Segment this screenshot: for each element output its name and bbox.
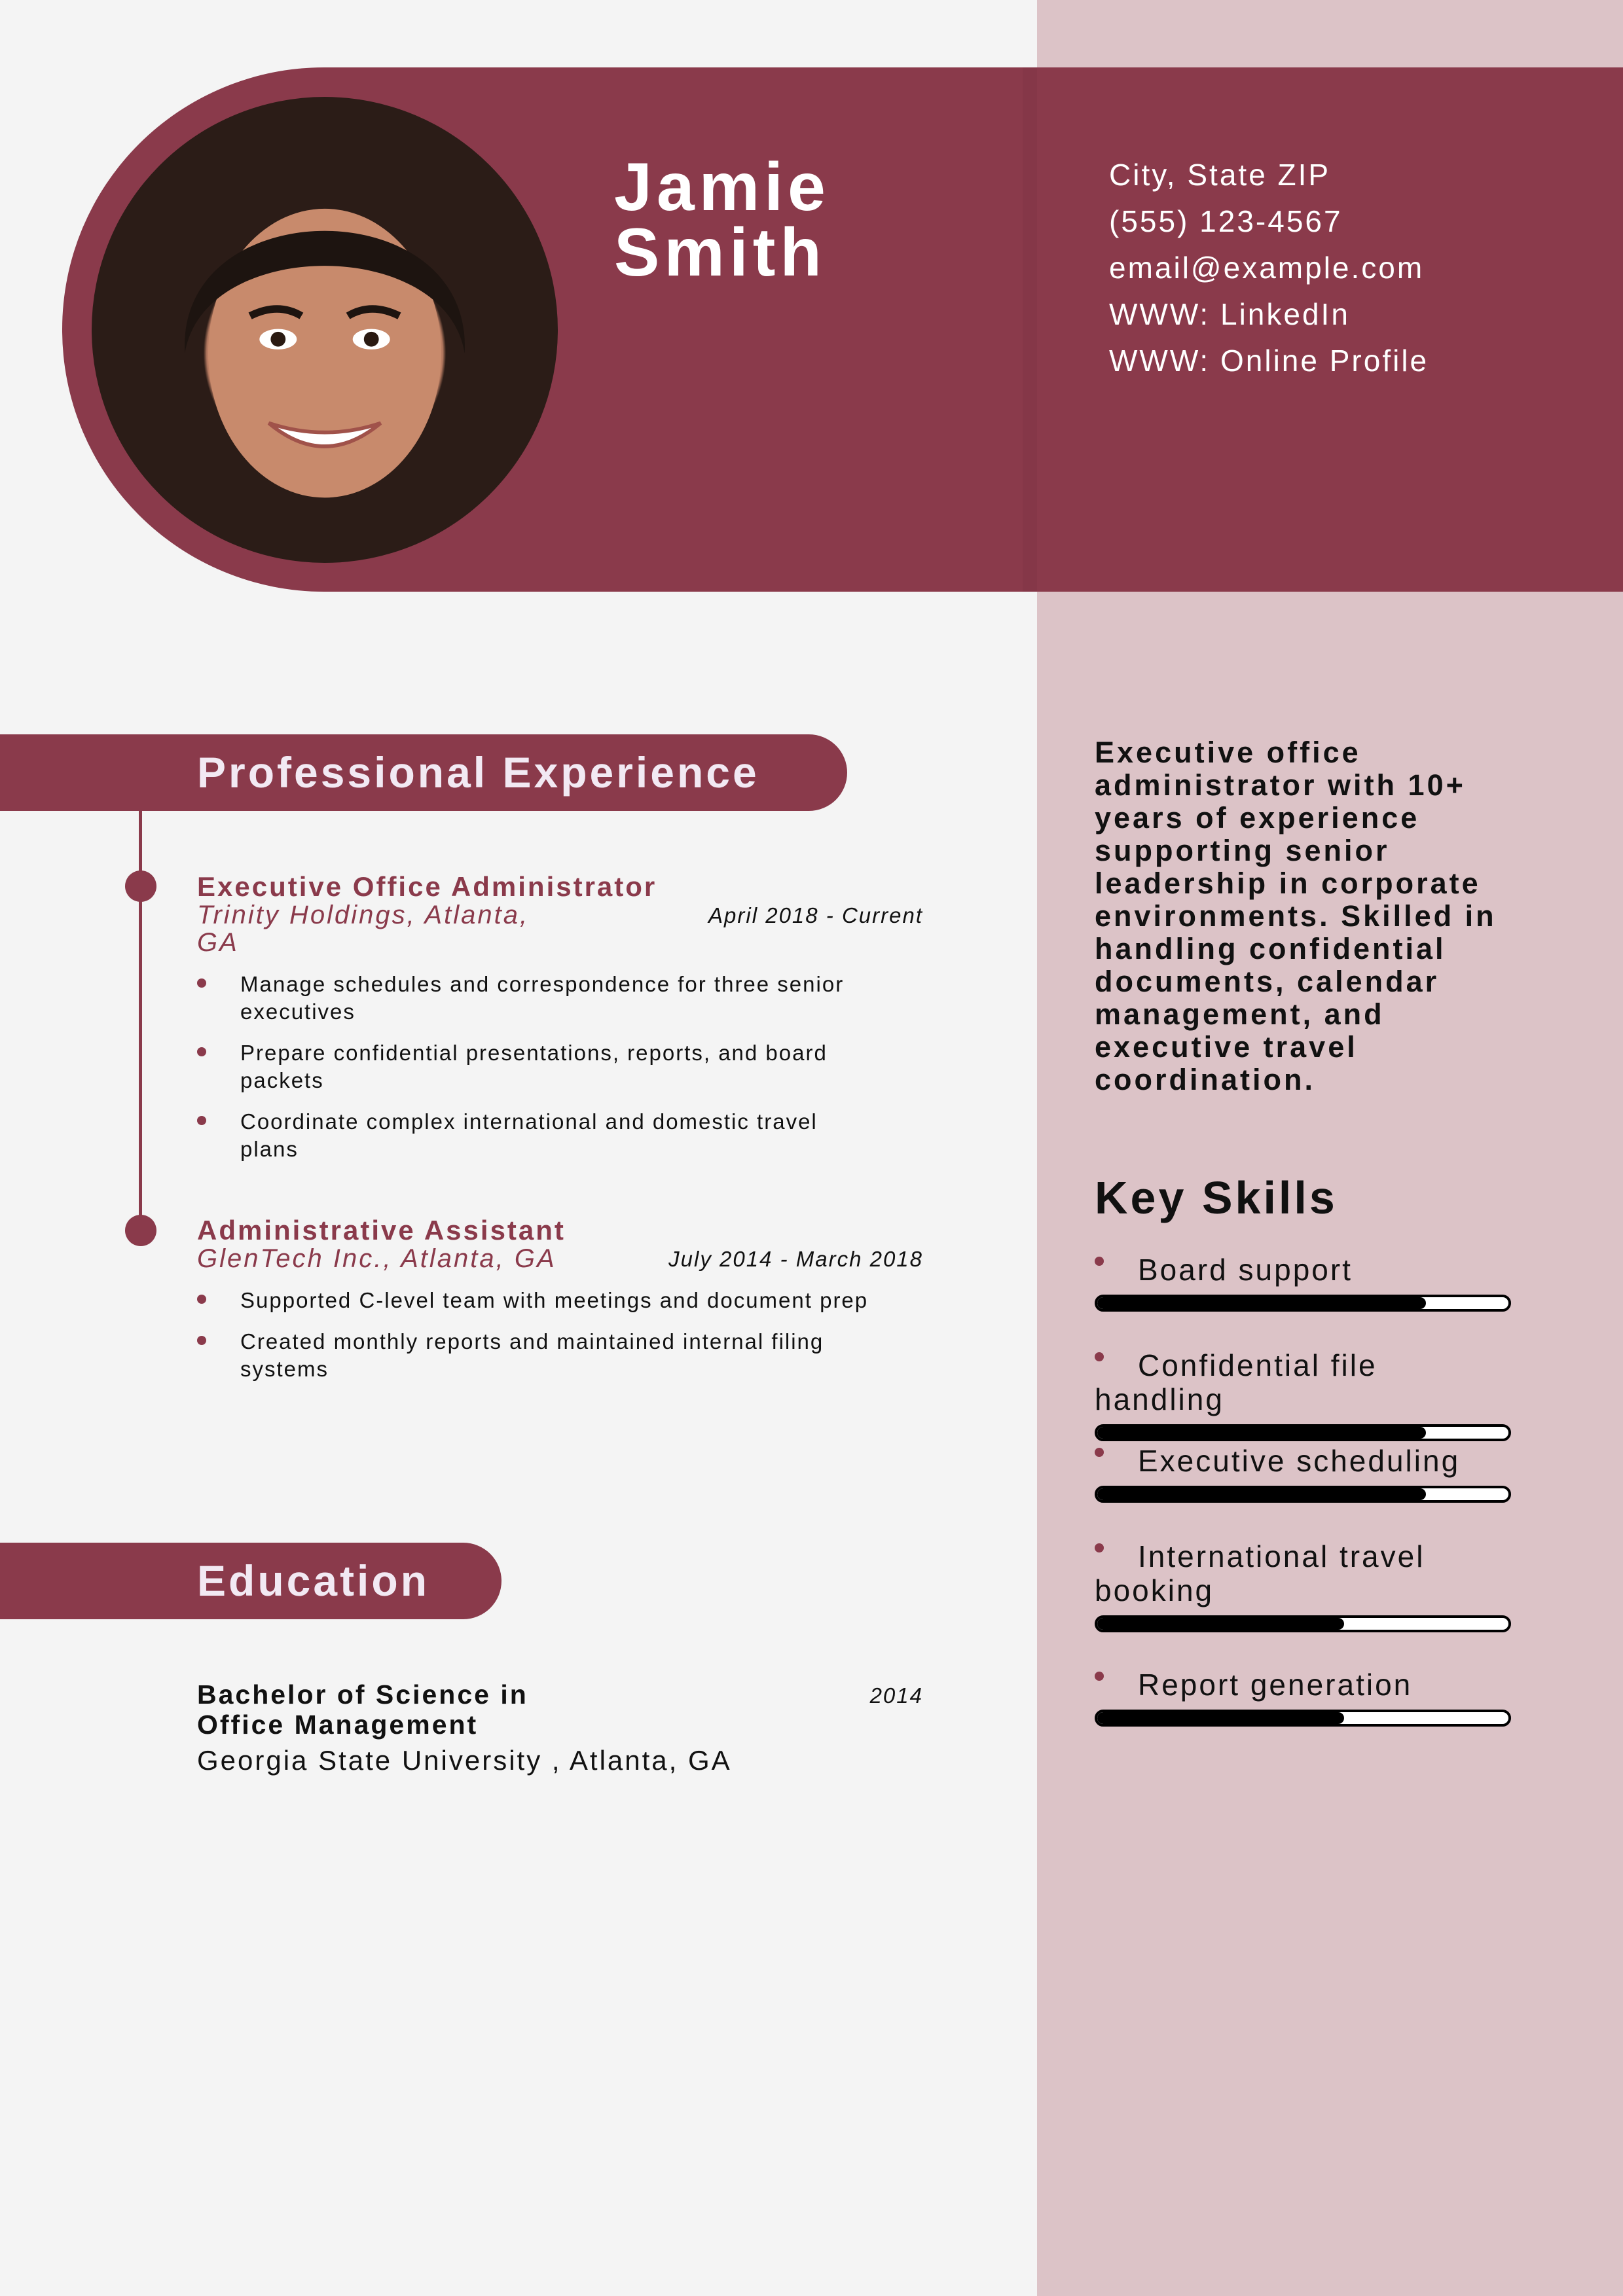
skill-level-fill (1097, 1712, 1344, 1724)
skill-level-bar (1095, 1486, 1511, 1503)
skill-name: Confidential file handling (1095, 1348, 1377, 1416)
timeline-dot (125, 870, 156, 902)
bullet-text: Coordinate complex international and domestic travel plans (240, 1109, 818, 1161)
list-item (197, 1287, 869, 1314)
contact-address: City, State ZIP (1109, 158, 1331, 192)
bullet-text: Manage schedules and correspondence for three senior executives (240, 972, 845, 1024)
last-name: Smith (614, 215, 826, 291)
job-title: Executive Office Administrator (197, 871, 657, 902)
bullet-icon (1095, 1543, 1104, 1552)
bullet-icon (197, 1336, 206, 1345)
timeline-dot (125, 1215, 156, 1246)
bullet-icon (1095, 1352, 1104, 1361)
skill-label (1095, 1668, 1514, 1702)
skill-level-bar (1095, 1424, 1511, 1441)
school: Georgia State University , Atlanta, GA (197, 1745, 732, 1776)
skill-name: Executive scheduling (1138, 1444, 1461, 1478)
bullet-icon (197, 1295, 206, 1304)
experience-heading: Professional Experience (0, 734, 847, 811)
contact-profile[interactable]: WWW: Online Profile (1109, 344, 1429, 378)
bullet-text: Created monthly reports and maintained internal filing systems (240, 1329, 824, 1381)
skill-label (1095, 1444, 1514, 1478)
skill-item (1095, 1539, 1514, 1632)
header-divider (1023, 67, 1037, 592)
graduation-year: 2014 (869, 1683, 923, 1708)
bullet-text: Supported C-level team with meetings and document prep (240, 1288, 869, 1312)
skill-name: International travel booking (1095, 1539, 1425, 1607)
skill-level-fill (1097, 1427, 1426, 1439)
degree: Bachelor of Science in Office Management (197, 1679, 528, 1740)
list-item (197, 1039, 869, 1094)
skill-item (1095, 1444, 1514, 1503)
skills-heading: Key Skills (1095, 1172, 1338, 1223)
skill-level-bar (1095, 1710, 1511, 1727)
bullet-icon (197, 1047, 206, 1056)
list-item (197, 971, 869, 1026)
first-name: Jamie (614, 149, 830, 225)
skill-level-bar (1095, 1295, 1511, 1312)
skill-name: Report generation (1138, 1668, 1413, 1702)
skill-level-fill (1097, 1297, 1426, 1309)
profile-photo-illustration (92, 97, 558, 563)
job-company: Trinity Holdings, Atlanta, GA (197, 901, 530, 957)
contact-email[interactable]: email@example.com (1109, 251, 1425, 285)
job-bullets (197, 1287, 923, 1383)
education-heading: Education (0, 1543, 501, 1619)
skill-item (1095, 1668, 1514, 1727)
skill-label (1095, 1539, 1514, 1607)
job-entry (197, 1216, 923, 1397)
job-entry (197, 872, 923, 1177)
job-company: GlenTech Inc., Atlanta, GA (197, 1244, 556, 1273)
skill-label (1095, 1348, 1514, 1416)
bullet-text: Prepare confidential presentations, reports, and board packets (240, 1041, 828, 1092)
bullet-icon (197, 1116, 206, 1125)
skill-level-fill (1097, 1488, 1426, 1500)
candidate-name (614, 149, 830, 291)
skill-label (1095, 1253, 1514, 1287)
skill-name: Board support (1138, 1253, 1353, 1287)
skill-level-fill (1097, 1618, 1344, 1630)
skill-item (1095, 1348, 1514, 1441)
job-dates: July 2014 - March 2018 (668, 1247, 923, 1271)
professional-summary: Executive office administrator with 10+ years of experience supporting senior leadership in corporate environments. Skilled in handling confidential documents, calendar management, and executive travel coordination. (1095, 736, 1497, 1096)
skill-level-bar (1095, 1615, 1511, 1632)
contact-linkedin[interactable]: WWW: LinkedIn (1109, 297, 1350, 331)
bullet-icon (197, 978, 206, 988)
job-bullets (197, 971, 923, 1163)
education-entry (197, 1679, 923, 1776)
bullet-icon (1095, 1257, 1104, 1266)
profile-photo (92, 97, 558, 563)
list-item (197, 1328, 869, 1383)
job-title: Administrative Assistant (197, 1215, 566, 1246)
contact-info (1109, 152, 1429, 384)
skill-item (1095, 1253, 1514, 1312)
bullet-icon (1095, 1448, 1104, 1457)
contact-phone: (555) 123-4567 (1109, 204, 1343, 238)
list-item (197, 1108, 869, 1163)
bullet-icon (1095, 1672, 1104, 1681)
job-dates: April 2018 - Current (708, 903, 923, 927)
